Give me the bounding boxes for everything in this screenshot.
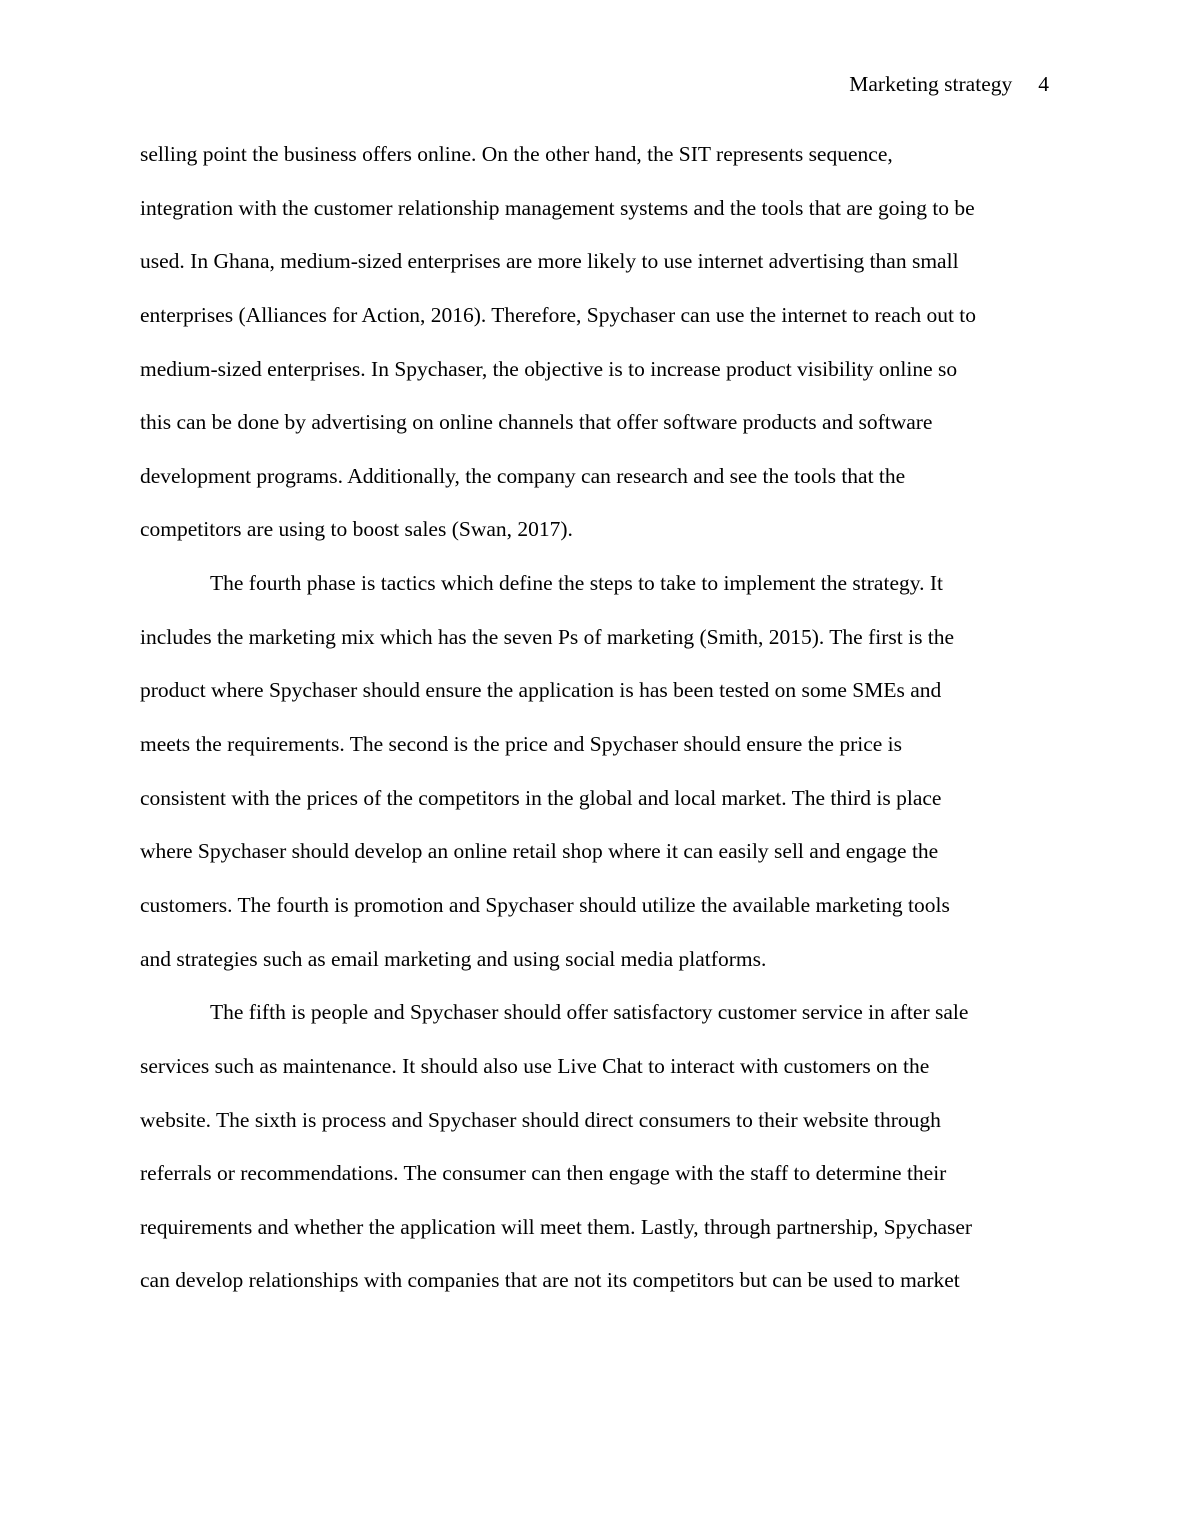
text-line: customers. The fourth is promotion and Spychaser should utilize the available marketing tools xyxy=(140,892,950,917)
page-header xyxy=(849,70,1049,98)
text-line: medium-sized enterprises. In Spychaser, the objective is to increase product visibility online so xyxy=(140,356,958,381)
text-line: services such as maintenance. It should also use Live Chat to interact with customers on the xyxy=(140,1053,930,1078)
text-line: where Spychaser should develop an online retail shop where it can easily sell and engage the xyxy=(140,839,939,864)
text-line: can develop relationships with companies that are not its competitors but can be used to market xyxy=(140,1268,960,1293)
running-head: Marketing strategy xyxy=(849,72,1013,96)
text-line: meets the requirements. The second is the price and Spychaser should ensure the price is xyxy=(140,732,903,757)
text-line: and strategies such as email marketing and using social media platforms. xyxy=(140,946,767,971)
paragraph-first-line: The fourth phase is tactics which define the steps to take to implement the strategy. It xyxy=(210,571,943,596)
page-number: 4 xyxy=(1038,72,1049,96)
text-line: referrals or recommendations. The consumer can then engage with the staff to determine their xyxy=(140,1161,947,1186)
text-line: consistent with the prices of the competitors in the global and local market. The third is place xyxy=(140,785,942,810)
paragraph-first-line: The fifth is people and Spychaser should offer satisfactory customer service in after sale xyxy=(210,1000,969,1025)
text-line: selling point the business offers online. On the other hand, the SIT represents sequence, xyxy=(140,142,893,166)
text-line: requirements and whether the application will meet them. Lastly, through partnership, Spychaser xyxy=(140,1214,973,1239)
text-line: enterprises (Alliances for Action, 2016). Therefore, Spychaser can use the internet to reach out to xyxy=(140,302,977,327)
text-line: this can be done by advertising on online channels that offer software products and software xyxy=(140,410,933,435)
body-text xyxy=(140,140,1052,1320)
text-line: product where Spychaser should ensure the application is has been tested on some SMEs and xyxy=(140,678,942,703)
text-line: includes the marketing mix which has the seven Ps of marketing (Smith, 2015). The first is the xyxy=(140,624,955,649)
text-line: website. The sixth is process and Spychaser should direct consumers to their website through xyxy=(140,1107,941,1132)
text-line: competitors are using to boost sales (Swan, 2017). xyxy=(140,517,573,542)
text-line: development programs. Additionally, the company can research and see the tools that the xyxy=(140,463,906,488)
text-line: used. In Ghana, medium-sized enterprises are more likely to use internet advertising than small xyxy=(140,249,959,274)
text-line: integration with the customer relationship management systems and the tools that are going to be xyxy=(140,195,975,220)
